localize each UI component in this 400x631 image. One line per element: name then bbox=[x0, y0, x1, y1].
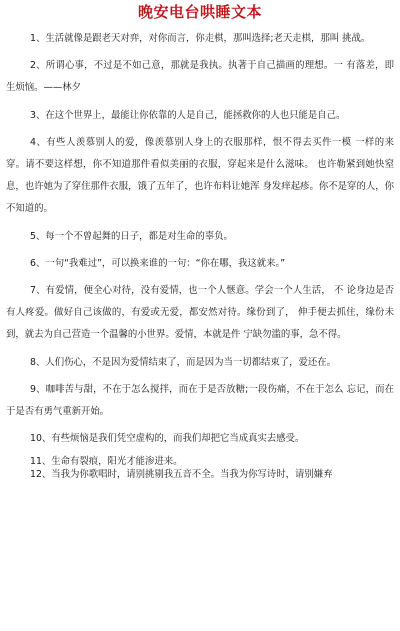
paragraph-9: 9、咖啡苦与甜，不在于怎么搅拌，而在于是否放糖;一段伤痛，不在于怎么 忘记，而在于是否有勇气重新开始。 bbox=[6, 383, 394, 418]
paragraph-1: 1、生活就像是跟老天对弈，对你而言，你走棋，那叫选择;老天走棋，那叫 挑战。 bbox=[30, 33, 371, 44]
document-title: 晚安电台哄睡文本 bbox=[137, 3, 262, 21]
paragraph-7: 7、有爱情，便全心对待，没有爱情，也一个人惬意。学会一个人生活， 不 论身边是否有人疼爱。做好自己该做的，有爱或无爱，都安然对待。缘份到了， 伸手便去抓住，缘份未到，就去为自己营造一个温馨的小世界。爱情，本就是件 宁缺勿滥的事，急不得。 bbox=[6, 285, 394, 341]
paragraph-5: 5、每一个不曾起舞的日子，都是对生命的辜负。 bbox=[30, 230, 233, 242]
paragraph-12: 12、当我为你歌唱时，请别挑剔我五音不全。当我为你写诗时，请别嫌弃 bbox=[30, 469, 333, 481]
paragraph-11: 11、生命有裂痕，阳光才能渗进来。 bbox=[30, 456, 183, 468]
paragraph-6: 6、一句“我难过”，可以换来谁的一句：“你在哪，我这就来。” bbox=[30, 257, 286, 269]
paragraph-4: 4、有些人羡慕别人的爱，像羡慕别人身上的衣服那样，恨不得去买件一模 一样的来穿。请不要这样想，你不知道那件看似美丽的衣服，穿起来是什么滋味。 也许勒紧到她快窒息，也许她为了穿住那件衣服，饿了五年了，也许布料让她浑 身发痒起疹。你不是穿的人，你不知道的。 bbox=[6, 136, 394, 215]
paragraph-8: 8、人们伤心，不是因为爱情结束了，而是因为当一切都结束了，爱还在。 bbox=[30, 356, 336, 368]
paragraph-10: 10、有些烦恼是我们凭空虚构的，而我们却把它当成真实去感受。 bbox=[30, 433, 305, 445]
paragraph-3: 3、在这个世界上，最能让你依靠的人是自己，能拯救你的人也只能是自己。 bbox=[30, 109, 346, 121]
paragraph-2: 2、所谓心事，不过是不如己意，那就是我执。执著于自己描画的理想。一 有落差，即生烦恼。——林夕 bbox=[6, 60, 394, 94]
